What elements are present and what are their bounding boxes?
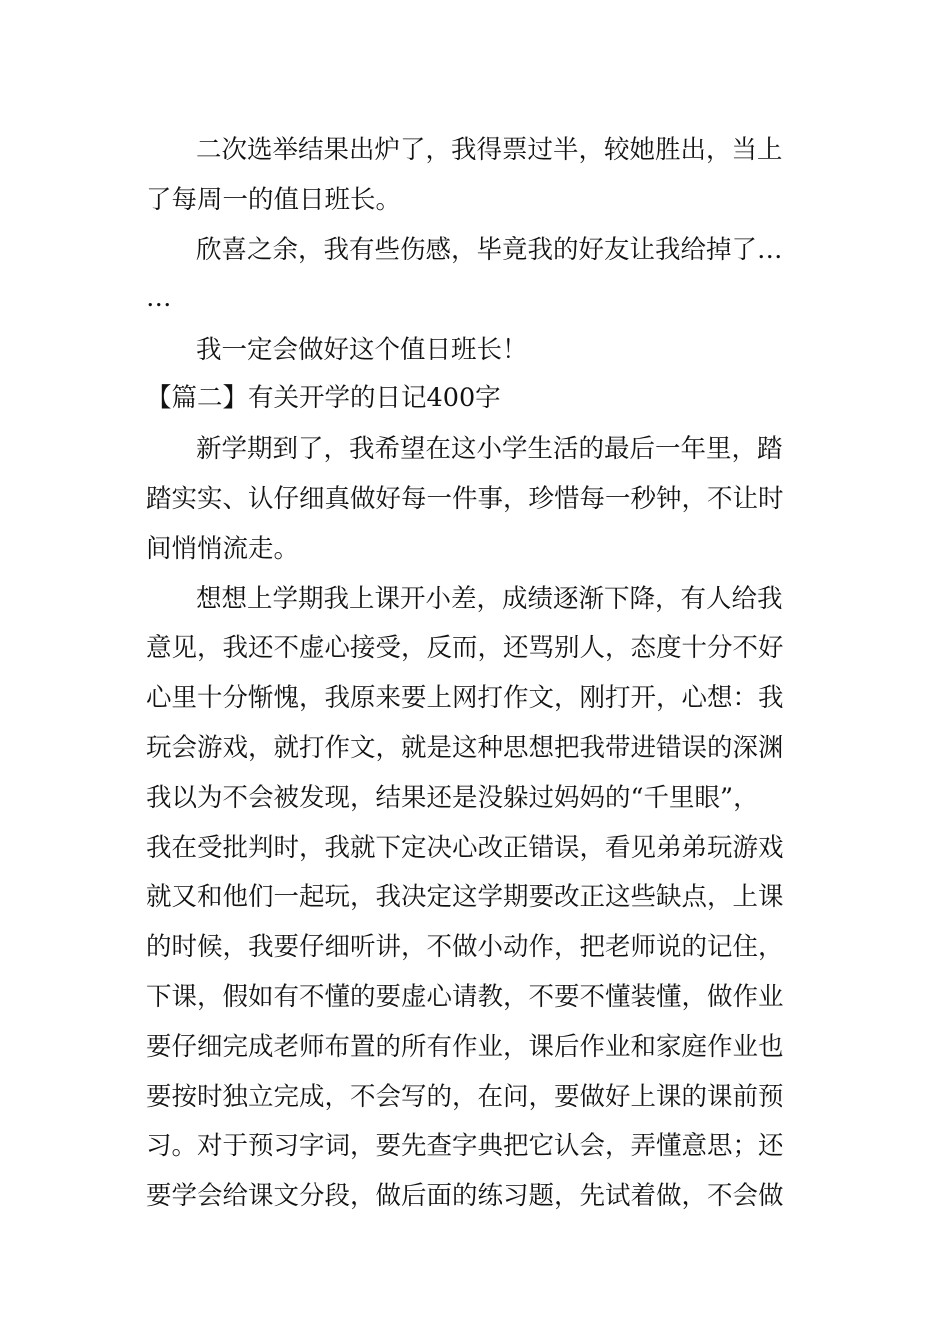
paragraph-line: 了每周一的值日班长。 xyxy=(146,185,402,215)
paragraph-line: 意见，我还不虚心接受，反而，还骂别人，态度十分不好 xyxy=(146,633,784,663)
paragraph-line: 新学期到了，我希望在这小学生活的最后一年里，踏 xyxy=(196,434,783,464)
paragraph-line: 踏实实、认仔细真做好每一件事，珍惜每一秒钟，不让时 xyxy=(146,484,784,514)
paragraph-line: 我一定会做好这个值日班长！ xyxy=(196,335,528,365)
paragraph-line: 想想上学期我上课开小差，成绩逐渐下降，有人给我 xyxy=(196,584,783,614)
paragraph-line: 我以为不会被发现，结果还是没躲过妈妈的“千里眼”， xyxy=(146,783,759,813)
paragraph-line: 间悄悄流走。 xyxy=(146,534,300,564)
paragraph-line: 下课，假如有不懂的要虚心请教，不要不懂装懂，做作业 xyxy=(146,982,784,1012)
paragraph-line: 欣喜之余，我有些伤感，毕竟我的好友让我给掉了… xyxy=(196,235,783,265)
paragraph-line: 心里十分惭愧，我原来要上网打作文，刚打开，心想：我 xyxy=(146,683,784,713)
paragraph-line: 习。对于预习字词，要先查字典把它认会，弄懂意思；还 xyxy=(146,1131,784,1161)
paragraph-line: 要按时独立完成，不会写的，在问，要做好上课的课前预 xyxy=(146,1082,784,1112)
paragraph-line: 就又和他们一起玩，我决定这学期要改正这些缺点，上课 xyxy=(146,882,784,912)
section-heading: 【篇二】有关开学的日记400字 xyxy=(146,383,501,413)
paragraph-line: … xyxy=(146,283,172,313)
paragraph-line: 二次选举结果出炉了，我得票过半，较她胜出，当上 xyxy=(196,135,783,165)
paragraph-line: 要仔细完成老师布置的所有作业，课后作业和家庭作业也 xyxy=(146,1032,784,1062)
paragraph-line: 要学会给课文分段，做后面的练习题，先试着做，不会做 xyxy=(146,1181,784,1211)
paragraph-line: 我在受批判时，我就下定决心改正错误，看见弟弟玩游戏 xyxy=(146,833,784,863)
paragraph-line: 玩会游戏，就打作文，就是这种思想把我带进错误的深渊 xyxy=(146,733,784,763)
paragraph-line: 的时候，我要仔细听讲，不做小动作，把老师说的记住， xyxy=(146,932,784,962)
